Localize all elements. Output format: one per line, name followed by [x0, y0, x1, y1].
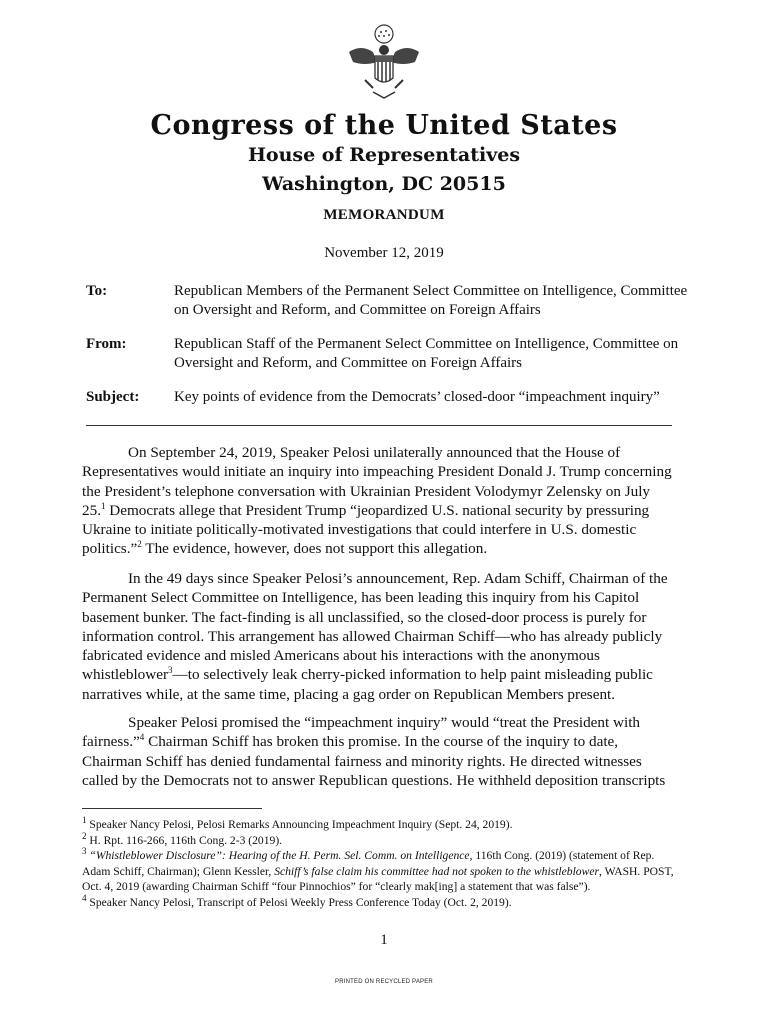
- memo-heading: MEMORANDUM: [323, 207, 445, 223]
- eagle-seal-icon: [343, 22, 425, 104]
- footnote-ref-4: 4: [139, 732, 145, 743]
- footnote-ref-3: 3: [168, 665, 173, 676]
- body-paragraph-3: [82, 713, 676, 790]
- footnote-4-text: Speaker Nancy Pelosi, Transcript of Pelosi Weekly Press Conference Today (Oct. 2, 2019).: [86, 895, 512, 909]
- to-text: Republican Members of the Permanent Select Committee on Intelligence, Committee on Oversight and Reform, and Committee on Foreign Affairs: [174, 283, 688, 318]
- to-label: To:: [86, 283, 108, 299]
- location-line: Washington, DC 20515: [262, 173, 506, 195]
- header-divider: [86, 425, 672, 426]
- footnotes: [82, 817, 682, 910]
- footnote-divider: [82, 808, 262, 809]
- p1-text-b: Democrats allege that President Trump “jeopardized U.S. national security by pressuring Ukraine to initiate politically-motivated investigations that could interfere in U.S. domestic politics.”: [82, 501, 650, 558]
- footnote-3-number: 3: [82, 846, 87, 857]
- body-paragraph-2: [82, 569, 676, 704]
- footnote-3-article-title: Schiff’s false claim his committee had not spoken to the whistleblower: [274, 864, 599, 878]
- footnote-3-text-b: , 116th Cong. (2019) (statement of Rep. Adam Schiff, Chairman); Glenn Kessler,: [82, 849, 655, 878]
- p3-text-a: Speaker Pelosi promised the “impeachment inquiry” would “treat the President with fairness.”: [82, 714, 641, 751]
- footnote-1-number: 1: [82, 815, 87, 826]
- subject-text: Key points of evidence from the Democrats’ closed-door “impeachment inquiry”: [174, 389, 660, 405]
- footnote-1: [82, 817, 682, 833]
- congress-title: Congress of the United States: [150, 110, 618, 141]
- subject-label: Subject:: [86, 389, 140, 405]
- footnote-3: [82, 848, 682, 895]
- from-text: Republican Staff of the Permanent Select Committee on Intelligence, Committee on Oversight and Reform, and Committee on Foreign Affairs: [174, 336, 679, 371]
- p1-text-c: The evidence, however, does not support this allegation.: [141, 540, 488, 558]
- page-number: 1: [380, 932, 388, 948]
- footnote-ref-1: 1: [100, 500, 106, 511]
- body-paragraph-1: [82, 443, 676, 559]
- memo-date: November 12, 2019: [324, 245, 444, 261]
- footnote-4-number: 4: [82, 892, 87, 903]
- footnote-2-text: H. Rpt. 116-266, 116th Cong. 2-3 (2019).: [86, 833, 283, 847]
- recycled-paper-note: PRINTED ON RECYCLED PAPER: [335, 979, 433, 985]
- p2-text-a: In the 49 days since Speaker Pelosi’s announcement, Rep. Adam Schiff, Chairman of the Permanent Select Committee on Intelligence, has been leading this inquiry from his Capitol basement bunker. The fact-finding is all unclassified, so the closed-door process is purely for information control. This arrangement has allowed Chairman Schiff—who has already publicly fabricated evidence and misled Americans about his interactions with the anonymous whistleblower: [82, 570, 668, 684]
- footnote-4: [82, 892, 682, 911]
- footnote-3-hearing-title: “Whistleblower Disclosure”: Hearing of the H. Perm. Sel. Comm. on Intelligence: [86, 849, 470, 862]
- footnote-2: [82, 830, 682, 849]
- from-label: From:: [86, 336, 127, 352]
- p3-text-b: Chairman Schiff has broken this promise. In the course of the inquiry to date, Chairman Schiff has denied fundamental fairness and minority rights. He directed witnesses called by the Democrats not to answer Republican questions. He withheld deposition transcripts: [82, 733, 666, 789]
- p2-text-b: —to selectively leak cherry-picked information to help paint misleading public narratives while, at the same time, placing a gag order on Republican Members present.: [82, 666, 653, 703]
- footnote-2-number: 2: [82, 830, 87, 841]
- footnote-3-text-d: , WASH. POST, Oct. 4, 2019 (awarding Chairman Schiff “four Pinnochios” for “clearly mak[ing] a statement that was false”).: [82, 864, 674, 893]
- footnote-ref-2: 2: [137, 539, 142, 550]
- footnote-1-text: Speaker Nancy Pelosi, Pelosi Remarks Announcing Impeachment Inquiry (Sept. 24, 2019).: [86, 818, 513, 831]
- p1-text-a: On September 24, 2019, Speaker Pelosi unilaterally announced that the House of Representatives would initiate an inquiry into impeaching President Donald J. Trump concerning the President’s telephone conversation with Ukrainian President Volodymyr Zelensky on July 25.: [82, 444, 672, 519]
- house-subtitle: House of Representatives: [247, 144, 521, 166]
